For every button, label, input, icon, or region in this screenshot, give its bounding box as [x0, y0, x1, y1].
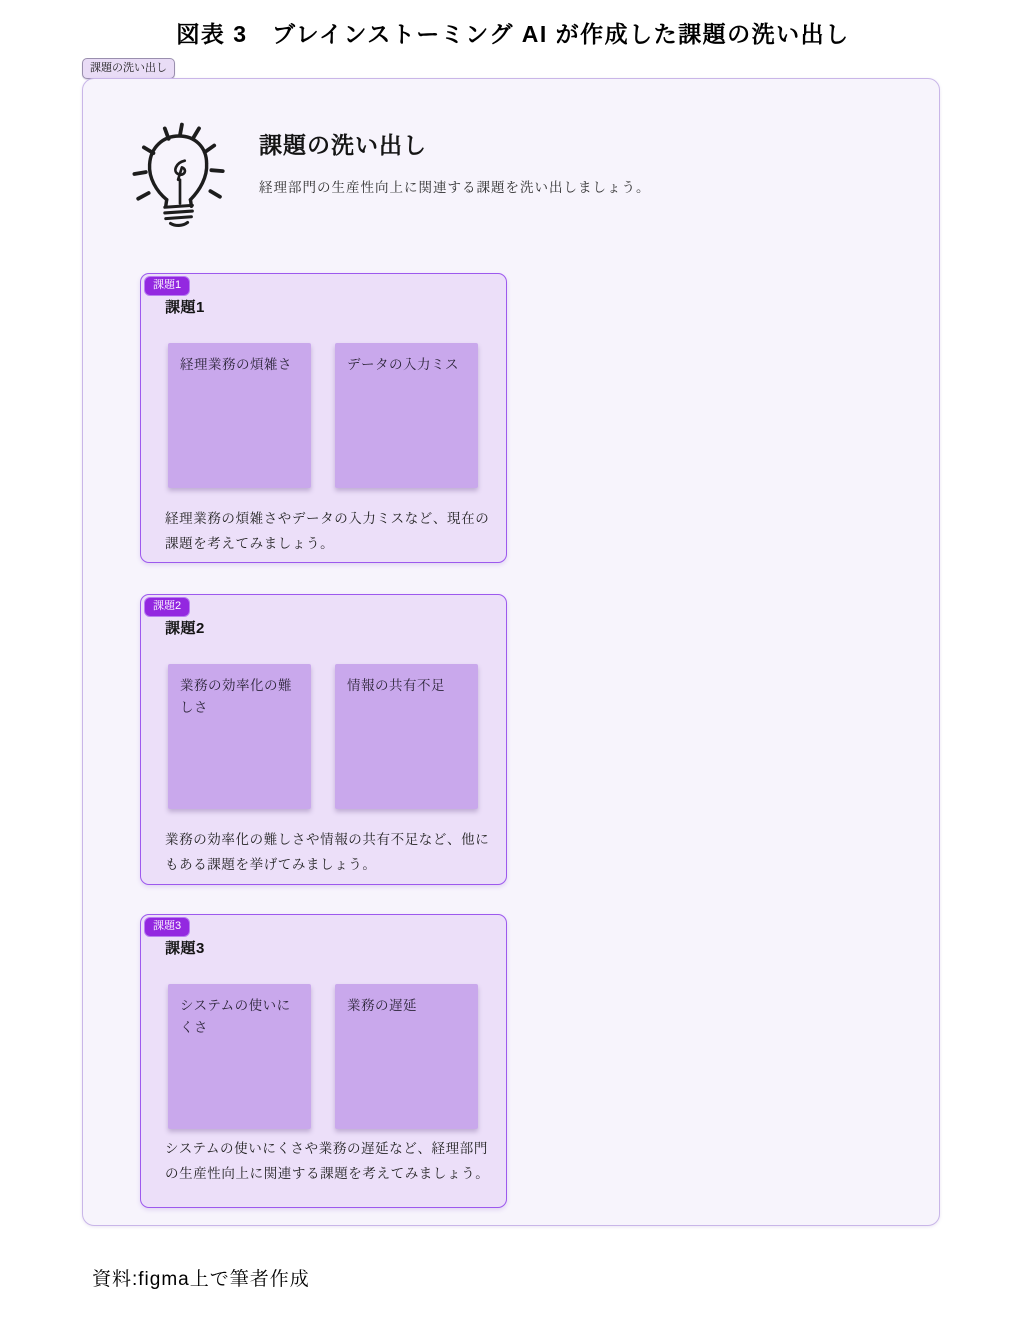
- panel-heading: 課題の洗い出し: [259, 132, 427, 158]
- sticky-note: データの入力ミス: [335, 343, 478, 488]
- panel-subtitle: 経理部門の生産性向上に関連する課題を洗い出しましょう。: [259, 180, 651, 195]
- issue-card-2-heading: 課題2: [165, 620, 205, 637]
- source-caption: 資料:figma上で筆者作成: [92, 1269, 310, 1290]
- issue-card-3: [140, 914, 507, 1208]
- issue-card-2-description: 業務の効率化の難しさや情報の共有不足など、他にもある課題を挙げてみましょう。: [165, 832, 490, 872]
- issue-card-2-notes: [168, 664, 478, 809]
- sticky-note: 経理業務の煩雑さ: [168, 343, 311, 488]
- sticky-note: 業務の遅延: [335, 984, 478, 1129]
- issue-card-1-heading: 課題1: [165, 299, 205, 316]
- issues-panel: [82, 78, 940, 1226]
- sticky-note: 業務の効率化の難しさ: [168, 664, 311, 809]
- figure-title: 図表 3 ブレインストーミング AI が作成した課題の洗い出し: [176, 21, 850, 47]
- issue-card-1-description: 経理業務の煩雑さやデータの入力ミスなど、現在の課題を考えてみましょう。: [165, 511, 490, 551]
- issue-card-1-notes: [168, 343, 478, 488]
- issue-card-2: [140, 594, 507, 885]
- issue-card-1-badge: 課題1: [144, 276, 190, 296]
- lightbulb-icon: [123, 117, 237, 231]
- issue-card-3-notes: [168, 984, 478, 1129]
- issue-card-3-badge: 課題3: [144, 917, 190, 937]
- issue-card-3-heading: 課題3: [165, 940, 205, 957]
- issue-card-3-description: システムの使いにくさや業務の遅延など、経理部門の生産性向上に関連する課題を考えてみましょう。: [165, 1141, 490, 1181]
- sticky-note: システムの使いにくさ: [168, 984, 311, 1129]
- panel-tab-label: 課題の洗い出し: [82, 58, 175, 79]
- sticky-note: 情報の共有不足: [335, 664, 478, 809]
- issue-card-1: [140, 273, 507, 563]
- issue-card-2-badge: 課題2: [144, 597, 190, 617]
